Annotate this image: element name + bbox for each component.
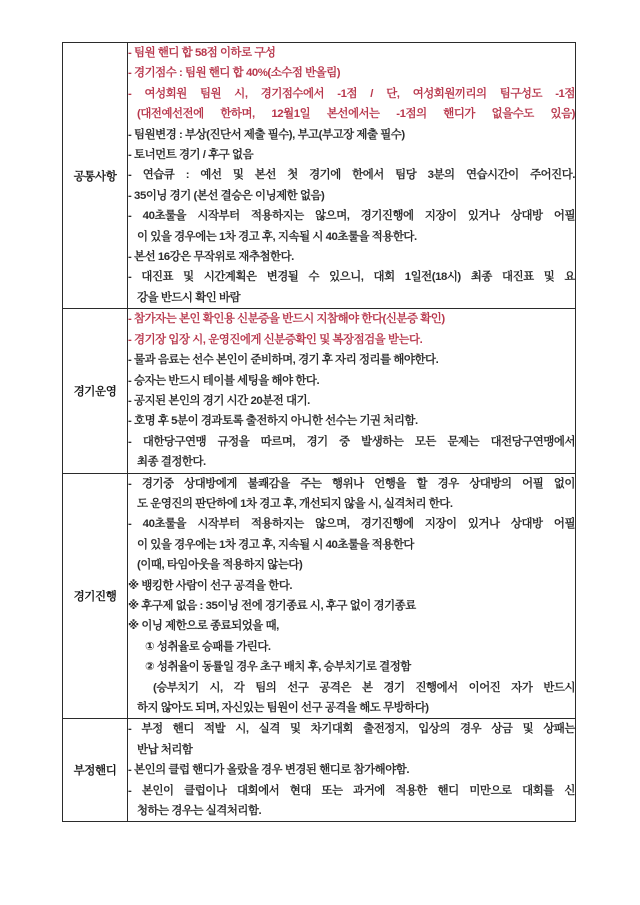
rule-line: - 경기장 입장 시, 운영진에게 신분증확인 및 복장점검을 받는다.: [128, 333, 423, 346]
rule-line: - 본인이 클럽이나 대회에서 현대 또는 과거에 적용한 핸디 미만으로 대회를 신: [128, 784, 575, 797]
rule-line: 최종 결정한다.: [137, 456, 206, 469]
rule-line: 반납 처리함: [137, 743, 193, 756]
rule-line: (승부치기 시, 각 팀의 선구 공격은 본 경기 진행에서 이어진 자가 반드시: [153, 681, 575, 694]
rule-line: 이 있을 경우에는 1차 경고 후, 지속될 시 40초룰을 적용한다.: [137, 230, 417, 243]
row-content-0: [128, 43, 576, 309]
rule-line: ② 성취율이 동률일 경우 초구 배치 후, 승부치기로 결정함: [145, 661, 411, 674]
rule-line: - 40초룰을 시작부터 적용하지는 않으며, 경기진행에 지장이 있거나 상대방 어필: [128, 210, 575, 223]
rule-line: - 40초룰을 시작부터 적용하지는 않으며, 경기진행에 지장이 있거나 상대방 어필: [128, 518, 575, 531]
rule-line: - 경기점수 : 팀원 핸디 합 40%(소수점 반올림): [128, 67, 341, 80]
rule-line: - 35이닝 경기 (본선 결승은 이닝제한 없음): [128, 189, 325, 202]
rule-line: - 토너먼트 경기 / 후구 없음: [128, 149, 254, 162]
row-content-3: [128, 719, 576, 822]
rule-line: - 물과 음료는 선수 본인이 준비하며, 경기 후 자리 정리를 해야한다.: [128, 354, 439, 367]
rule-line: - 여성회원 팀원 시, 경기점수에서 -1점 / 단, 여성회원끼리의 팀구성도 -1점: [128, 87, 575, 100]
table-row: [63, 719, 576, 822]
rules-table: [62, 42, 576, 822]
rule-line: ① 성취율로 승패를 가린다.: [145, 640, 271, 653]
rule-line: - 본인의 클럽 핸디가 올랐을 경우 변경된 핸디로 참가해야함.: [128, 764, 410, 777]
row-label-3: 부정핸디: [63, 719, 128, 822]
rule-line: - 연습큐 : 예선 및 본선 첫 경기에 한에서 팀당 3분의 연습시간이 주어진다.: [128, 169, 575, 182]
rule-line: - 팀원 핸디 합 58점 이하로 구성: [128, 47, 276, 59]
row-content-2: [128, 473, 576, 719]
rule-line: - 공지된 본인의 경기 시간 20분전 대기.: [128, 394, 310, 407]
rule-line: - 팀원변경 : 부상(진단서 제출 필수), 부고(부고장 제출 필수): [128, 128, 405, 141]
rule-line: - 승자는 반드시 테이블 세팅을 해야 한다.: [128, 374, 320, 387]
rules-table-body: [63, 43, 576, 822]
table-row: [63, 309, 576, 473]
rule-line: 청하는 경우는 실격처리함.: [137, 805, 262, 818]
rule-line: 이 있을 경우에는 1차 경고 후, 지속될 시 40초룰을 적용한다: [137, 538, 414, 551]
rule-line: ※ 후구제 없음 : 35이닝 전에 경기종료 시, 후구 없이 경기종료: [128, 599, 416, 612]
rule-line: (대전예선전에 한하며, 12월1일 본선에서는 -1점의 핸디가 없을수도 있음): [137, 108, 575, 121]
rule-line: - 대진표 및 시간계획은 변경될 수 있으니, 대회 1일전(18시) 최종 대진표 및 요: [128, 271, 575, 284]
rule-line: - 경기중 상대방에게 불쾌감을 주는 행위나 언행을 할 경우 상대방의 어필 없이: [128, 477, 575, 490]
rule-line: 강을 반드시 확인 바람: [137, 291, 241, 304]
rule-line: - 대한당구연맹 규정을 따르며, 경기 중 발생하는 모든 문제는 대전당구연맹에서: [128, 435, 575, 448]
table-row: [63, 473, 576, 719]
rule-line: (이때, 타임아웃을 적용하지 않는다): [137, 559, 303, 572]
rule-line: - 본선 16강은 무작위로 재추첨한다.: [128, 251, 294, 264]
rule-line: 도 운영진의 판단하에 1차 경고 후, 개선되지 않을 시, 실격처리 한다.: [137, 497, 453, 510]
rule-line: - 참가자는 본인 확인용 신분증을 반드시 지참해야 한다(신분증 확인): [128, 313, 445, 326]
rule-line: 하지 않아도 되며, 자신있는 팀원이 선구 공격을 해도 무방하다): [137, 702, 429, 714]
rule-line: ※ 뱅킹한 사람이 선구 공격을 한다.: [128, 579, 293, 592]
row-label-1: 경기운영: [63, 309, 128, 473]
rule-line: - 호명 후 5분이 경과토록 출전하지 아니한 선수는 기권 처리함.: [128, 415, 418, 428]
row-label-0: 공통사항: [63, 43, 128, 309]
rule-line: ※ 이닝 제한으로 종료되었을 때,: [128, 620, 279, 633]
table-row: [63, 43, 576, 309]
row-content-1: [128, 309, 576, 473]
row-label-2: 경기진행: [63, 473, 128, 719]
rule-line: - 부정 핸디 적발 시, 실격 및 차기대회 출전정지, 입상의 경우 상금 및 상패는: [128, 723, 575, 736]
